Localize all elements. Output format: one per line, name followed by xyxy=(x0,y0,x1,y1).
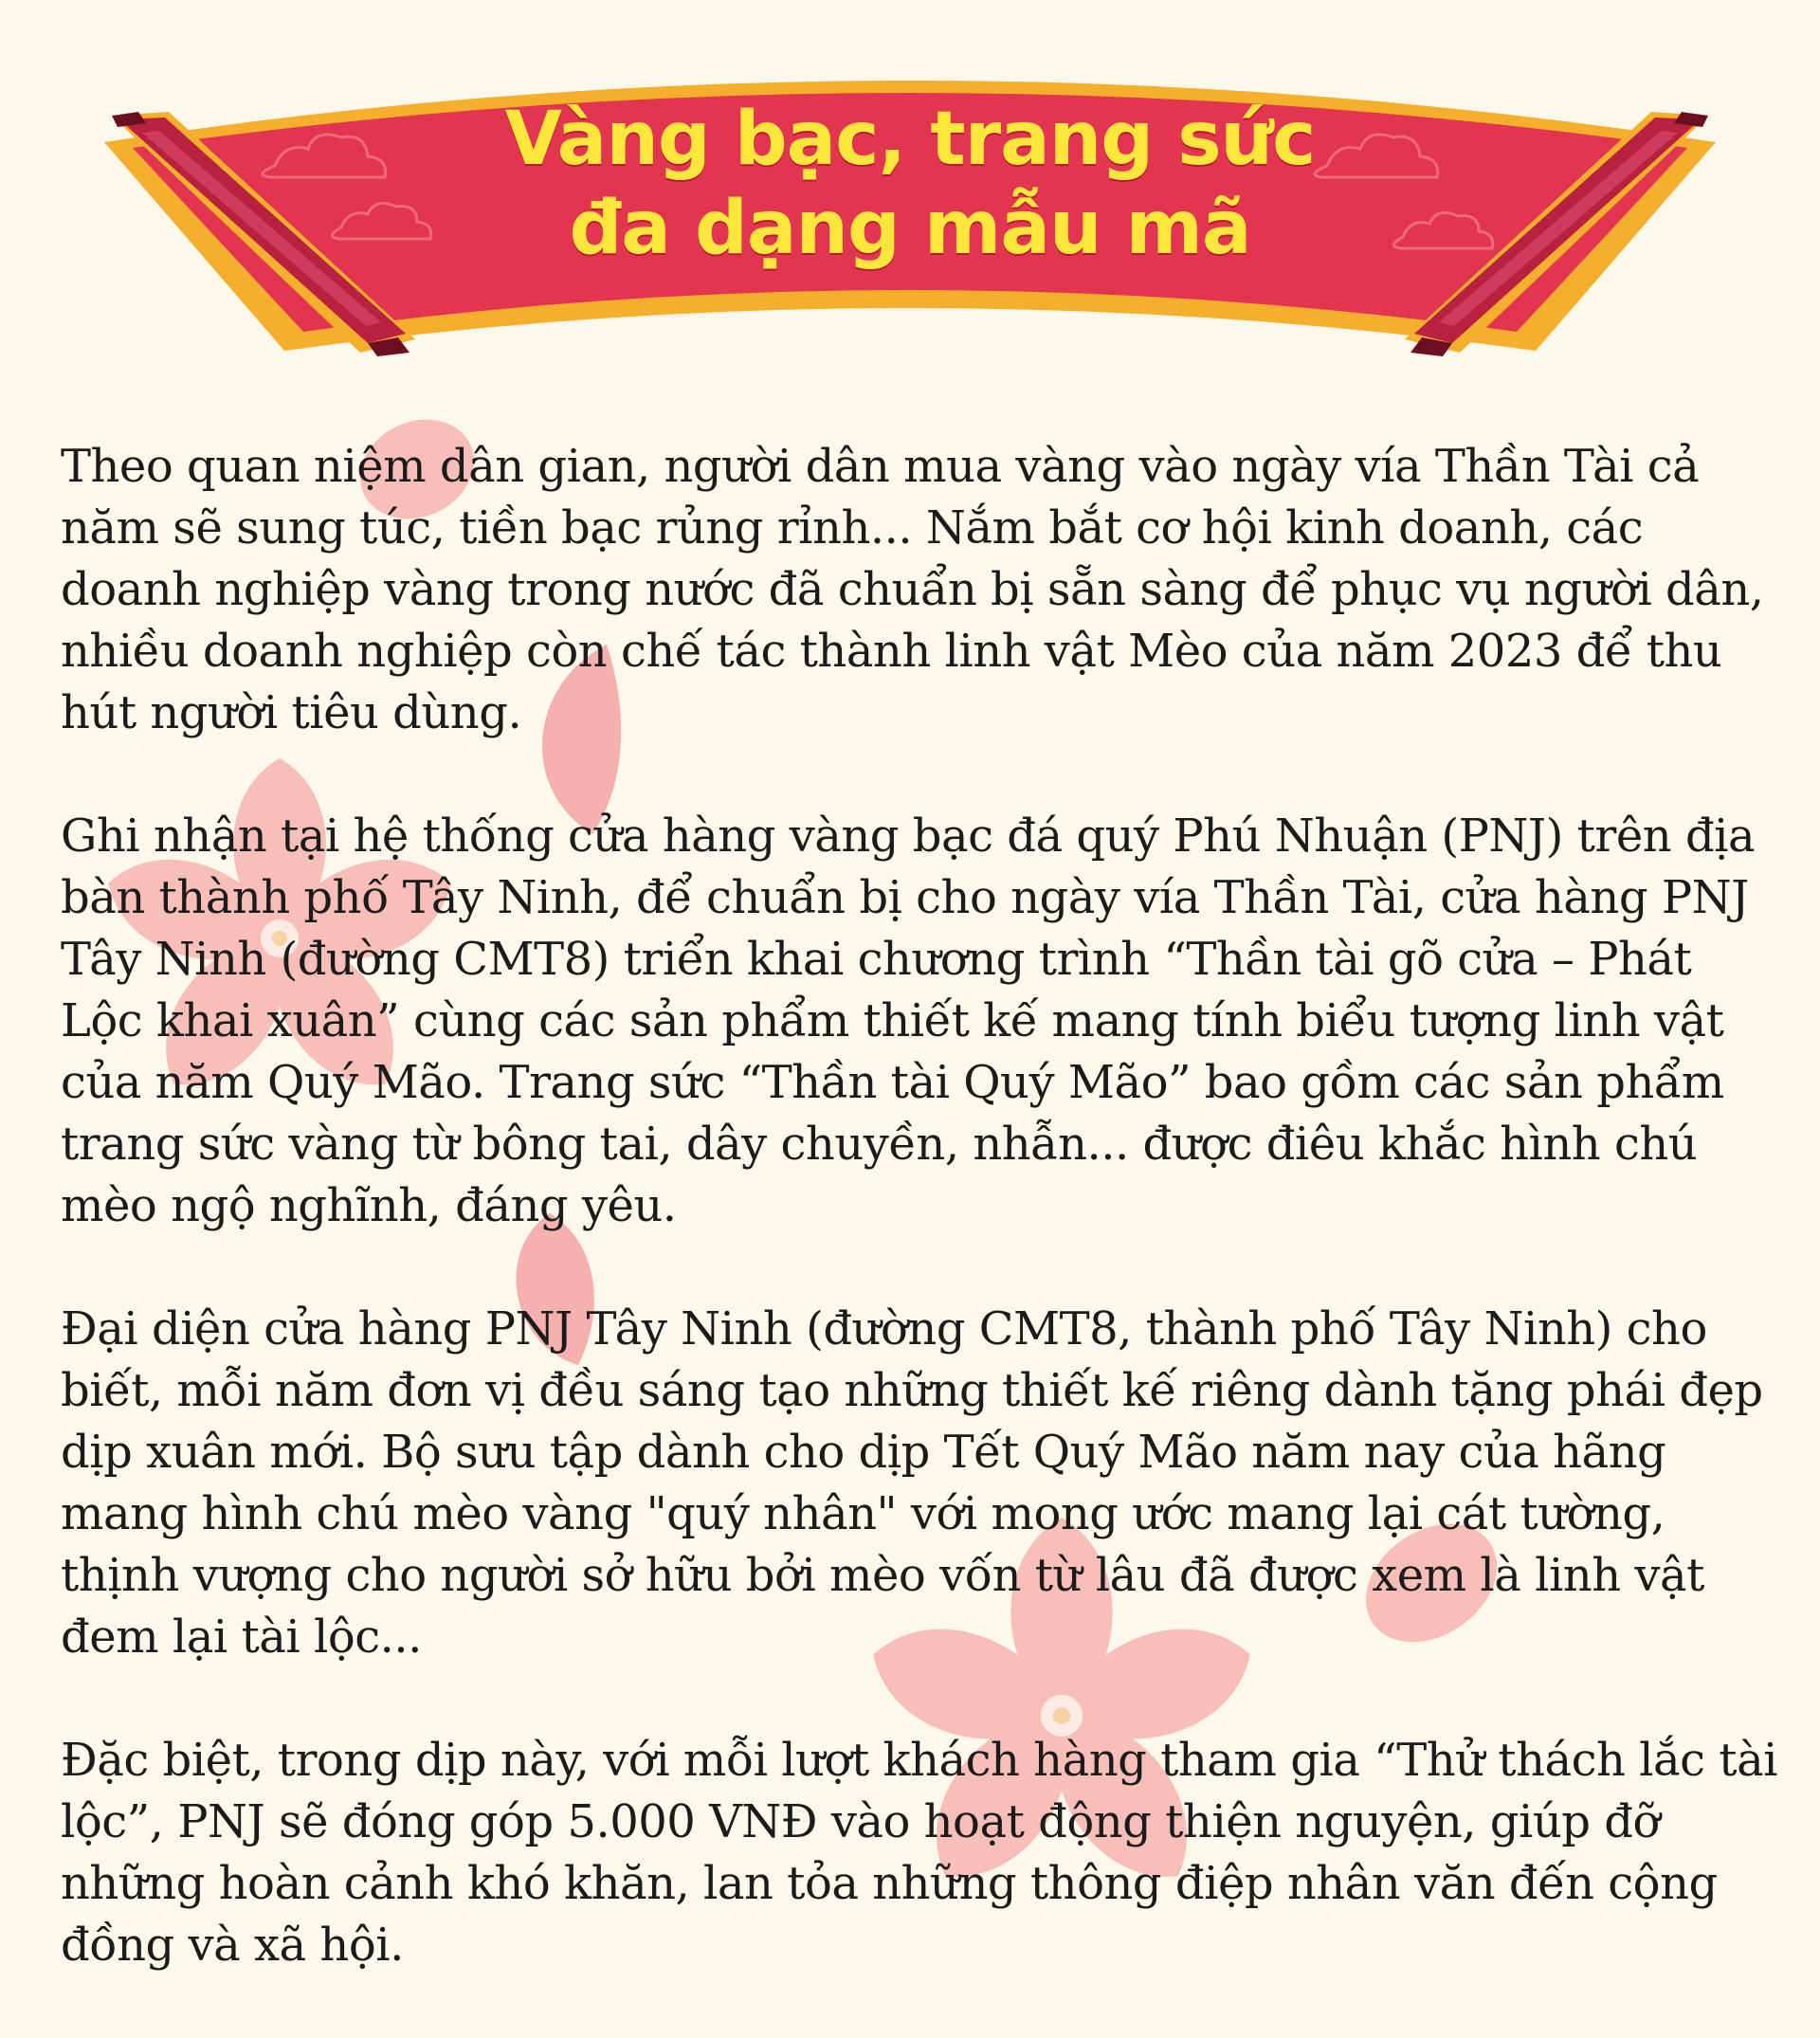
banner-title-line-1: Vàng bạc, trang sức xyxy=(504,97,1316,182)
banner-title-line-2: đa dạng mẫu mã xyxy=(569,186,1251,271)
article-paragraph: Ghi nhận tại hệ thống cửa hàng vàng bạc đá quý Phú Nhuận (PNJ) trên địa bàn thành phố Tây Ninh, để chuẩn bị cho ngày vía Thần Tài, cửa hàng PNJ Tây Ninh (đường CMT8) triển khai chương trình “Thần tài gõ cửa – Phát Lộc khai xuân” cùng các sản phẩm thiết kế mang tính biểu tượng linh vật của năm Quý Mão. Trang sức “Thần tài Quý Mão” bao gồm các sản phẩm trang sức vàng từ bông tai, dây chuyền, nhẫn... được điêu khắc hình chú mèo ngộ nghĩnh, đáng yêu. xyxy=(61,810,1756,1232)
banner-title xyxy=(398,95,1422,273)
article-paragraph: Theo quan niệm dân gian, người dân mua vàng vào ngày vía Thần Tài cả năm sẽ sung túc, tiền bạc rủng rỉnh... Nắm bắt cơ hội kinh doanh, các doanh nghiệp vàng trong nước đã chuẩn bị sẵn sàng để phục vụ người dân, nhiều doanh nghiệp còn chế tác thành linh vật Mèo của năm 2023 để thu hút người tiêu dùng. xyxy=(61,440,1764,739)
article-paragraph: Đại diện cửa hàng PNJ Tây Ninh (đường CMT8, thành phố Tây Ninh) cho biết, mỗi năm đơn vị đều sáng tạo những thiết kế riêng dành tặng phái đẹp dịp xuân mới. Bộ sưu tập dành cho dịp Tết Quý Mão năm nay của hãng mang hình chú mèo vàng "quý nhân" với mong ước mang lại cát tường, thịnh vượng cho người sở hữu bởi mèo vốn từ lâu đã được xem là linh vật đem lại tài lộc... xyxy=(61,1302,1763,1664)
article-body xyxy=(61,436,1786,2038)
article-paragraph: Đặc biệt, trong dịp này, với mỗi lượt khách hàng tham gia “Thử thách lắc tài lộc”, PNJ sẽ đóng góp 5.000 VNĐ vào hoạt động thiện nguyện, giúp đỡ những hoàn cảnh khó khăn, lan tỏa những thông điệp nhân văn đến cộng đồng và xã hội. xyxy=(61,1734,1778,1972)
